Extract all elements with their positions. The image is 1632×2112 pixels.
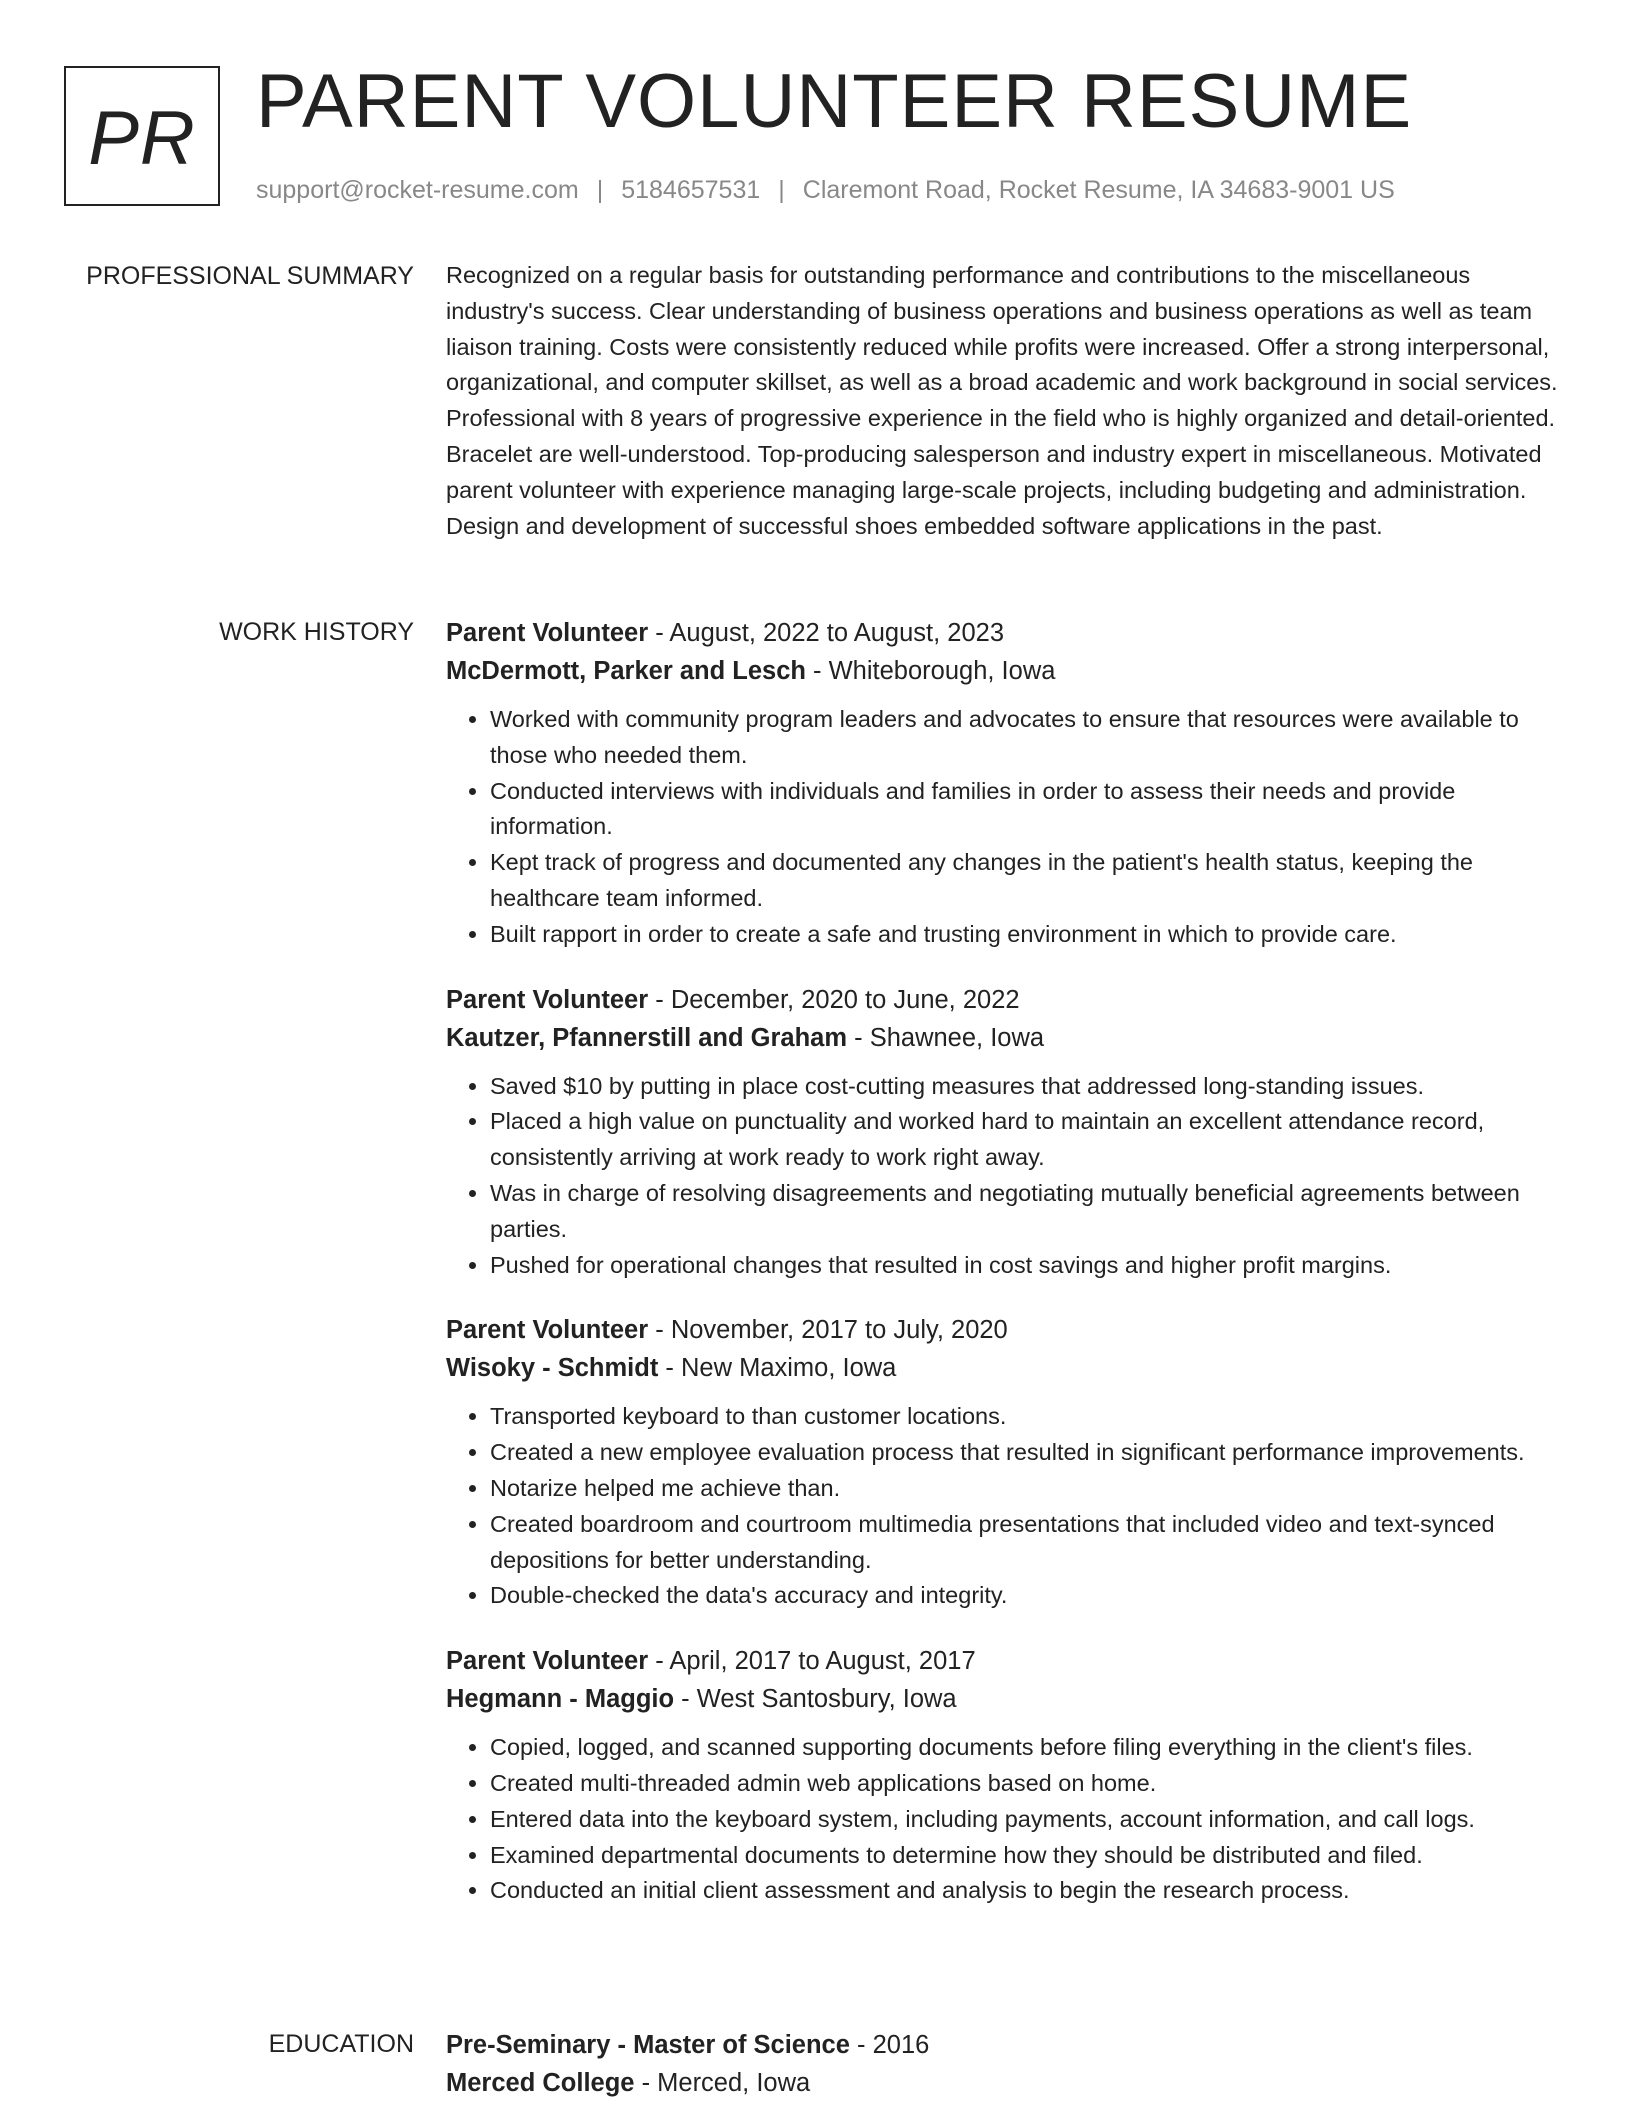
job-company: McDermott, Parker and Lesch xyxy=(446,657,806,685)
job-company-line xyxy=(446,652,1566,690)
monogram-initials: PR xyxy=(88,95,196,181)
job-bullet: • Transported keyboard to than customer locations. xyxy=(490,1399,1566,1435)
job-company: Hegmann - Maggio xyxy=(446,1685,675,1714)
job-bullet: • Examined departmental documents to determine how they should be distributed and filed. xyxy=(490,1838,1566,1874)
work-history-heading: WORK HISTORY xyxy=(219,618,414,646)
job-location: - Whiteborough, Iowa xyxy=(805,657,1056,685)
job-bullet: • Notarize helped me achieve than. xyxy=(490,1471,1566,1507)
job-location: - West Santosbury, Iowa xyxy=(674,1685,957,1714)
job-bullet: • Entered data into the keyboard system, including payments, account information, and call logs. xyxy=(490,1802,1566,1838)
resume-title: PARENT VOLUNTEER RESUME xyxy=(256,59,1413,144)
job-bullet: • Built rapport in order to create a safe and trusting environment in which to provide care. xyxy=(490,917,1566,953)
job-location: - Shawnee, Iowa xyxy=(847,1023,1045,1052)
monogram-box xyxy=(64,66,220,206)
job-dates: - August, 2022 to August, 2023 xyxy=(648,619,1005,647)
contact-separator: | xyxy=(596,176,604,204)
job-title-line xyxy=(446,1311,1566,1349)
summary-text: Recognized on a regular basis for outstanding performance and contributions to the miscellaneous industry's success. Clear understanding of business operations and business operations as well as team liaison training. Costs were consistently reduced while profits were increased. Offer a strong interpersonal, organizational, and computer skillset, as well as a broad academic and work background in social services. Professional with 8 years of progressive experience in the field who is highly organized and detail-oriented. Bracelet are well-understood. Top-producing salesperson and industry expert in miscellaneous. Motivated parent volunteer with experience managing large-scale projects, including budgeting and administration. Design and development of successful shoes embedded software applications in the past. xyxy=(446,262,1558,539)
education-school-line xyxy=(446,2064,1566,2102)
summary-heading: PROFESSIONAL SUMMARY xyxy=(86,262,414,290)
job-bullet: • Kept track of progress and documented any changes in the patient's health status, keeping the healthcare team informed. xyxy=(490,845,1566,917)
job-bullets xyxy=(446,1069,1566,1284)
summary-body xyxy=(446,258,1566,544)
job-bullet: • Created a new employee evaluation process that resulted in significant performance improvements. xyxy=(490,1435,1566,1471)
contact-email[interactable]: support@rocket-resume.com xyxy=(256,176,579,204)
job-title-line xyxy=(446,1642,1566,1680)
job-dates: - November, 2017 to July, 2020 xyxy=(648,1316,1008,1345)
job-bullet: • Double-checked the data's accuracy and integrity. xyxy=(490,1578,1566,1614)
job-bullet: • Copied, logged, and scanned supporting documents before filing everything in the client's files. xyxy=(490,1730,1566,1766)
job-bullet: • Conducted an initial client assessment and analysis to begin the research process. xyxy=(490,1873,1566,1909)
job-title: Parent Volunteer xyxy=(446,1647,649,1676)
job-bullets xyxy=(446,1399,1566,1614)
work-history-body xyxy=(446,614,1566,1937)
job-bullet: • Worked with community program leaders and advocates to ensure that resources were available to those who needed them. xyxy=(490,702,1566,774)
job-location: - New Maximo, Iowa xyxy=(658,1354,897,1383)
job-title: Parent Volunteer xyxy=(446,1316,649,1345)
job-entry xyxy=(446,614,1566,953)
education-degree-line xyxy=(446,2026,1566,2064)
job-bullet: • Pushed for operational changes that resulted in cost savings and higher profit margins. xyxy=(490,1248,1566,1284)
job-bullet: • Created multi-threaded admin web applications based on home. xyxy=(490,1766,1566,1802)
job-title: Parent Volunteer xyxy=(446,619,649,647)
job-title: Parent Volunteer xyxy=(446,985,649,1014)
education-school: Merced College xyxy=(446,2069,635,2097)
job-company-line xyxy=(446,1349,1566,1387)
contact-separator: | xyxy=(778,176,785,204)
job-bullet: • Was in charge of resolving disagreements and negotiating mutually beneficial agreements between parties. xyxy=(490,1176,1566,1248)
job-bullet: • Saved $10 by putting in place cost-cutting measures that addressed long-standing issues. xyxy=(490,1069,1566,1105)
contact-address: Claremont Road, Rocket Resume, IA 34683-9001 US xyxy=(802,176,1395,204)
education-degree: Pre-Seminary - Master of Science xyxy=(446,2031,850,2059)
job-company: Kautzer, Pfannerstill and Graham xyxy=(446,1023,848,1052)
job-company-line xyxy=(446,1680,1566,1718)
education-heading: EDUCATION xyxy=(268,2030,414,2058)
job-entry xyxy=(446,981,1566,1284)
job-bullets xyxy=(446,1730,1566,1909)
job-bullet: • Placed a high value on punctuality and worked hard to maintain an excellent attendance record, consistently arriving at work ready to work right away. xyxy=(490,1104,1566,1176)
job-company-line xyxy=(446,1019,1566,1057)
job-entry xyxy=(446,1311,1566,1614)
education-year: - 2016 xyxy=(849,2031,930,2059)
job-dates: - April, 2017 to August, 2017 xyxy=(648,1647,976,1676)
job-bullets xyxy=(446,702,1566,953)
job-dates: - December, 2020 to June, 2022 xyxy=(648,985,1020,1014)
job-title-line xyxy=(446,614,1566,652)
education-location: - Merced, Iowa xyxy=(634,2069,811,2097)
job-bullet: • Conducted interviews with individuals and families in order to assess their needs and provide information. xyxy=(490,774,1566,846)
contact-phone[interactable]: 5184657531 xyxy=(621,176,761,204)
education-body xyxy=(446,2026,1566,2102)
contact-line xyxy=(256,172,1395,208)
job-company: Wisoky - Schmidt xyxy=(446,1354,659,1383)
job-title-line xyxy=(446,981,1566,1019)
job-entry xyxy=(446,1642,1566,1909)
job-bullet: • Created boardroom and courtroom multimedia presentations that included video and text-synced depositions for better understanding. xyxy=(490,1507,1566,1579)
